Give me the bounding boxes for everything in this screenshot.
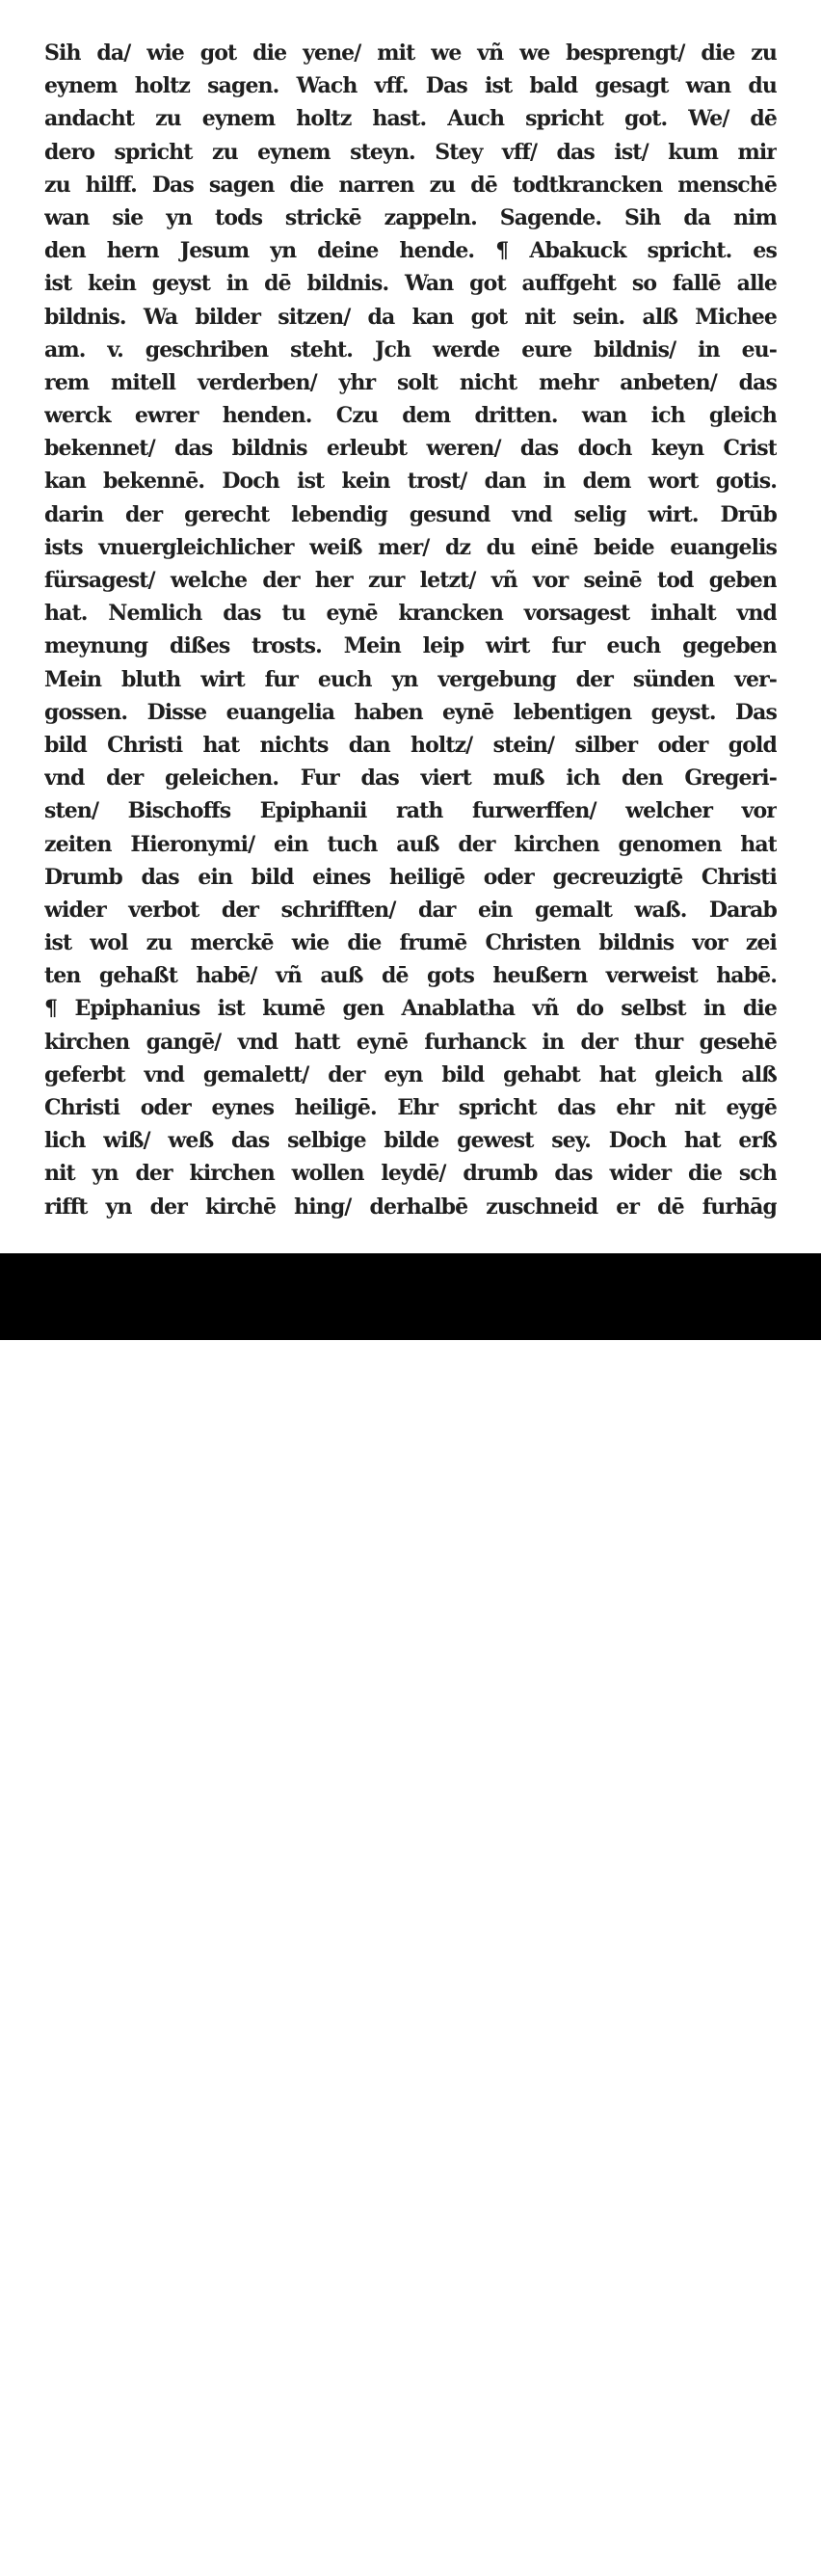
- text-line: dero spricht zu eynem steyn. Stey vff/ das ist/ kum mir: [44, 139, 777, 165]
- text-line: lich wiß/ weß das selbige bilde gewest sey. Doch hat erß: [44, 1128, 777, 1154]
- text-line: hat. Nemlich das tu eynē krancken vorsagest inhalt vnd: [44, 601, 777, 627]
- watermark-image-id: MWG0D0: [686, 2528, 771, 2547]
- text-line: bild Christi hat nichts dan holtz/ stein/ silber oder gold: [44, 732, 777, 758]
- text-line: den hern Jesum yn deine hende. ¶ Abakuck spricht. es: [44, 238, 777, 264]
- text-line: rem mitell verderben/ yhr solt nicht mehr anbeten/ das: [44, 369, 777, 395]
- text-line: Drumb das ein bild eines heiligē oder gecreuzigtē Christi: [44, 864, 777, 890]
- text-line: am. v. geschriben steht. Jch werde eure bildnis/ in eu-: [44, 336, 777, 362]
- text-line: geferbt vnd gemalett/ der eyn bild gehabt hat gleich alß: [44, 1061, 777, 1087]
- text-line: ist kein geyst in dē bildnis. Wan got auffgeht so fallē alle: [44, 271, 777, 297]
- text-line: zeiten Hieronymi/ ein tuch auß der kirchen genomen hat: [44, 831, 777, 857]
- text-line: ¶ Epiphanius ist kumē gen Anablatha vñ do selbst in die: [44, 996, 777, 1022]
- watermark-footer-bar: [0, 1253, 821, 2574]
- text-line: Sih da/ wie got die yene/ mit we vñ we besprengt/ die zu: [44, 40, 777, 66]
- text-line: bildnis. Wa bilder sitzen/ da kan got nit sein. alß Michee: [44, 304, 777, 330]
- text-line: darin der gerecht lebendig gesund vnd selig wirt. Drūb: [44, 501, 777, 527]
- text-line: werck ewrer henden. Czu dem dritten. wan ich gleich: [44, 403, 777, 429]
- text-line: kan bekennē. Doch ist kein trost/ dan in dem wort gotis.: [44, 469, 777, 495]
- watermark-site-url: www.alamy.com: [638, 2555, 771, 2574]
- text-line: Christi oder eynes heiligē. Ehr spricht das ehr nit eygē: [44, 1095, 777, 1120]
- text-line: Mein bluth wirt fur euch yn vergebung der sünden ver-: [44, 666, 777, 692]
- text-line: bekennet/ das bildnis erleubt weren/ das doch keyn Crist: [44, 436, 777, 462]
- text-line: zu hilff. Das sagen die narren zu dē todtkrancken menschē: [44, 172, 777, 198]
- text-line: wider verbot der schrifften/ dar ein gemalt waß. Darab: [44, 897, 777, 923]
- text-line: ist wol zu merckē wie die frumē Christen bildnis vor zei: [44, 930, 777, 956]
- text-line: kirchen gangē/ vnd hatt eynē furhanck in der thur gesehē: [44, 1029, 777, 1055]
- scanned-page: [0, 0, 821, 1253]
- text-line: wan sie yn tods strickē zappeln. Sagende. Sih da nim: [44, 204, 777, 230]
- text-line: vnd der geleichen. Fur das viert muß ich den Gregeri-: [44, 765, 777, 792]
- text-line: sten/ Bischoffs Epiphanii rath furwerffen/ welcher vor: [44, 798, 777, 824]
- text-line: gossen. Disse euangelia haben eynē lebentigen geyst. Das: [44, 699, 777, 725]
- text-line: ten gehaßt habē/ vñ auß dē gots heußern verweist habē.: [44, 963, 777, 989]
- text-line: nit yn der kirchen wollen leydē/ drumb das wider die sch: [44, 1161, 777, 1187]
- text-line: eynem holtz sagen. Wach vff. Das ist bald gesagt wan du: [44, 73, 777, 99]
- text-line: rifft yn der kirchē hing/ derhalbē zuschneid er dē furhāg: [44, 1194, 777, 1220]
- blackletter-text-block: [44, 37, 777, 1223]
- text-line: meynung dißes trosts. Mein leip wirt fur euch gegeben: [44, 633, 777, 659]
- text-line: fürsagest/ welche der her zur letzt/ vñ vor seinē tod geben: [44, 568, 777, 593]
- text-line: andacht zu eynem holtz hast. Auch spricht got. We/ dē: [44, 106, 777, 132]
- text-line: ists vnuergleichlicher weiß mer/ dz du einē beide euangelis: [44, 534, 777, 560]
- watermark-brand-logo: alamy: [48, 2529, 168, 2571]
